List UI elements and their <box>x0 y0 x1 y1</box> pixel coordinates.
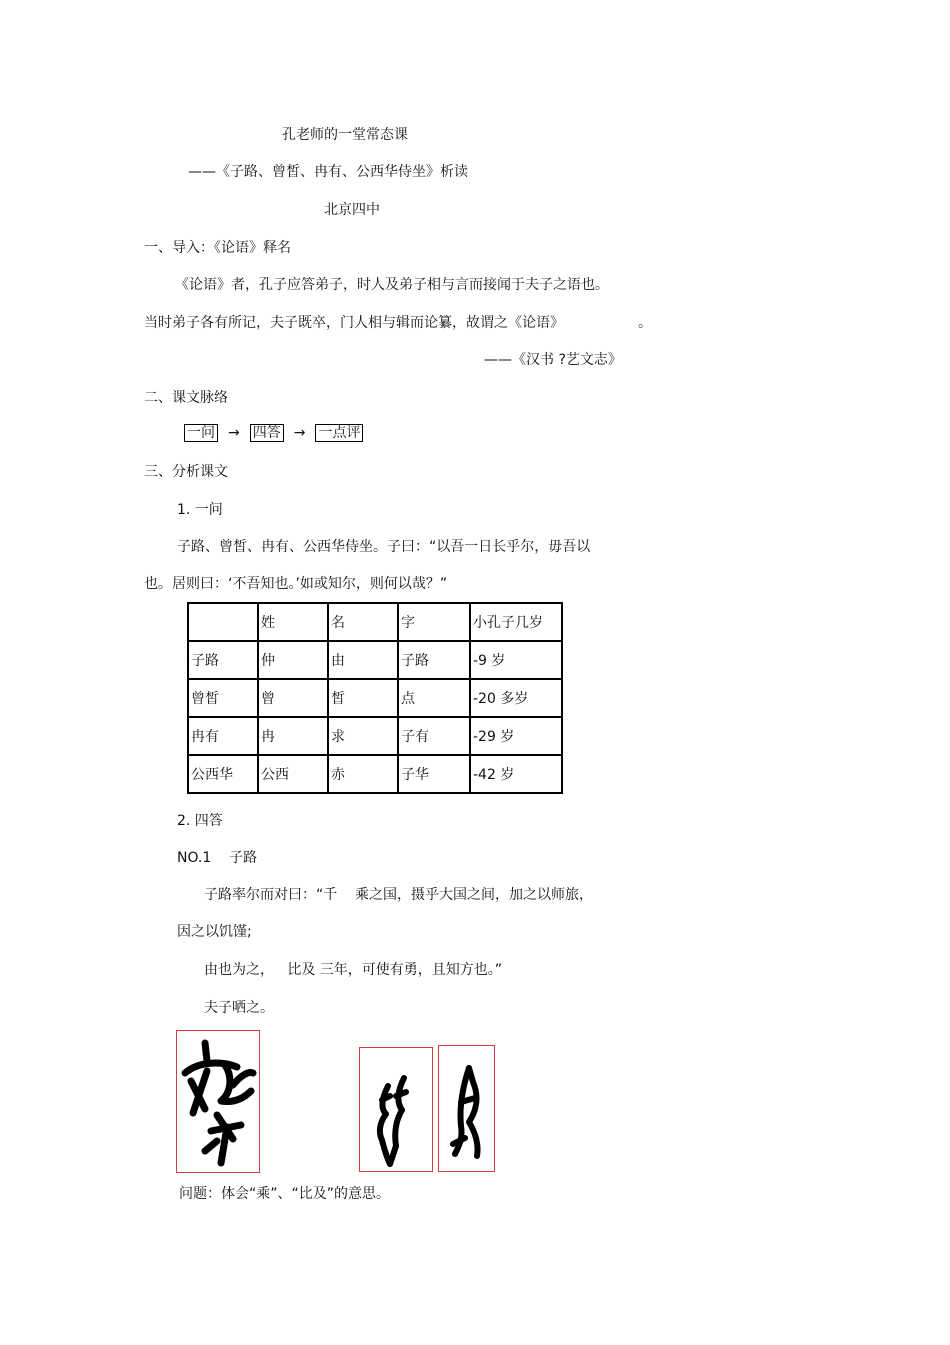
table-cell: 赤 <box>328 755 398 793</box>
table-header-cell: 小孔子几岁 <box>470 603 562 641</box>
answer-text-line1: 子路率尔而对曰：“千 乘之国，摄乎大国之间，加之以师旅， <box>204 887 594 903</box>
section-2-heading: 二、课文脉络 <box>144 390 228 406</box>
question-text-line2: 也。居则曰：‘不吾知也。’如或知尔，则何以哉？” <box>144 576 448 592</box>
section-1-heading: 一、导入：《论语》释名 <box>144 240 291 256</box>
table-cell: -42 岁 <box>470 755 562 793</box>
ancient-character-bi-image <box>359 1047 433 1172</box>
subsection-four-answers: 2. 四答 <box>177 813 223 829</box>
table-row <box>188 717 562 755</box>
table-cell: 子华 <box>398 755 470 793</box>
table-header-cell: 姓 <box>258 603 328 641</box>
question-text-line1: 子路、曾皙、冉有、公西华侍坐。子曰：“以吾一日长乎尔，毋吾以 <box>177 539 591 555</box>
flow-step-four-answers: 四答 <box>250 424 284 442</box>
table-header-cell: 名 <box>328 603 398 641</box>
table-cell: 子路 <box>188 641 258 679</box>
table-cell: 仲 <box>258 641 328 679</box>
answer-text-line3: 由也为之， 比及 三年，可使有勇，且知方也。” <box>204 962 503 978</box>
question-prompt: 问题：体会“乘”、“比及”的意思。 <box>179 1186 391 1202</box>
oracle-glyph-cheng-icon <box>177 1031 259 1172</box>
table-cell: 点 <box>398 679 470 717</box>
flow-arrow: → <box>228 425 240 441</box>
intro-paragraph-line1: 《论语》者，孔子应答弟子，时人及弟子相与言而接闻于夫子之语也。 <box>175 277 609 293</box>
table-cell: 公西 <box>258 755 328 793</box>
answer-text-line4: 夫子哂之。 <box>204 1000 274 1016</box>
school-name: 北京四中 <box>324 202 380 218</box>
table-cell: 公西华 <box>188 755 258 793</box>
table-cell: -9 岁 <box>470 641 562 679</box>
answer-text-line2: 因之以饥馑; <box>177 924 252 940</box>
table-cell: 曾 <box>258 679 328 717</box>
answer-no1-heading: NO.1 子路 <box>177 850 258 866</box>
table-cell: 由 <box>328 641 398 679</box>
table-row <box>188 679 562 717</box>
flow-arrow: → <box>293 425 306 441</box>
disciples-table <box>187 602 563 794</box>
structure-flow <box>184 424 363 442</box>
table-header-cell: 字 <box>398 603 470 641</box>
oracle-glyph-ji-icon <box>439 1046 494 1171</box>
table-cell: 求 <box>328 717 398 755</box>
table-cell: -29 岁 <box>470 717 562 755</box>
table-cell: 子有 <box>398 717 470 755</box>
section-3-heading: 三、分析课文 <box>144 464 228 480</box>
table-cell: 子路 <box>398 641 470 679</box>
table-cell: 曾皙 <box>188 679 258 717</box>
table-cell: 皙 <box>328 679 398 717</box>
flow-step-one-comment: 一点评 <box>315 424 363 442</box>
table-row <box>188 755 562 793</box>
table-cell: -20 多岁 <box>470 679 562 717</box>
page-title: 孔老师的一堂常态课 <box>282 127 408 143</box>
table-cell: 冉有 <box>188 717 258 755</box>
ancient-character-cheng-image <box>176 1030 260 1173</box>
oracle-glyph-bi-icon <box>360 1048 432 1171</box>
flow-step-one-question: 一问 <box>184 424 218 442</box>
intro-paragraph-line2: 当时弟子各有所记，夫子既卒，门人相与辑而论纂，故谓之《论语》 <box>144 315 564 331</box>
table-row <box>188 641 562 679</box>
intro-source: ——《汉书 ?艺文志》 <box>484 352 622 368</box>
ancient-character-ji-image <box>438 1045 495 1172</box>
page-subtitle: ——《子路、曾皙、冉有、公西华侍坐》析读 <box>188 164 468 180</box>
table-header-cell <box>188 603 258 641</box>
table-cell: 冉 <box>258 717 328 755</box>
subsection-one-question: 1. 一问 <box>177 502 223 518</box>
table-header-row <box>188 603 562 641</box>
intro-paragraph-end: 。 <box>638 315 652 331</box>
